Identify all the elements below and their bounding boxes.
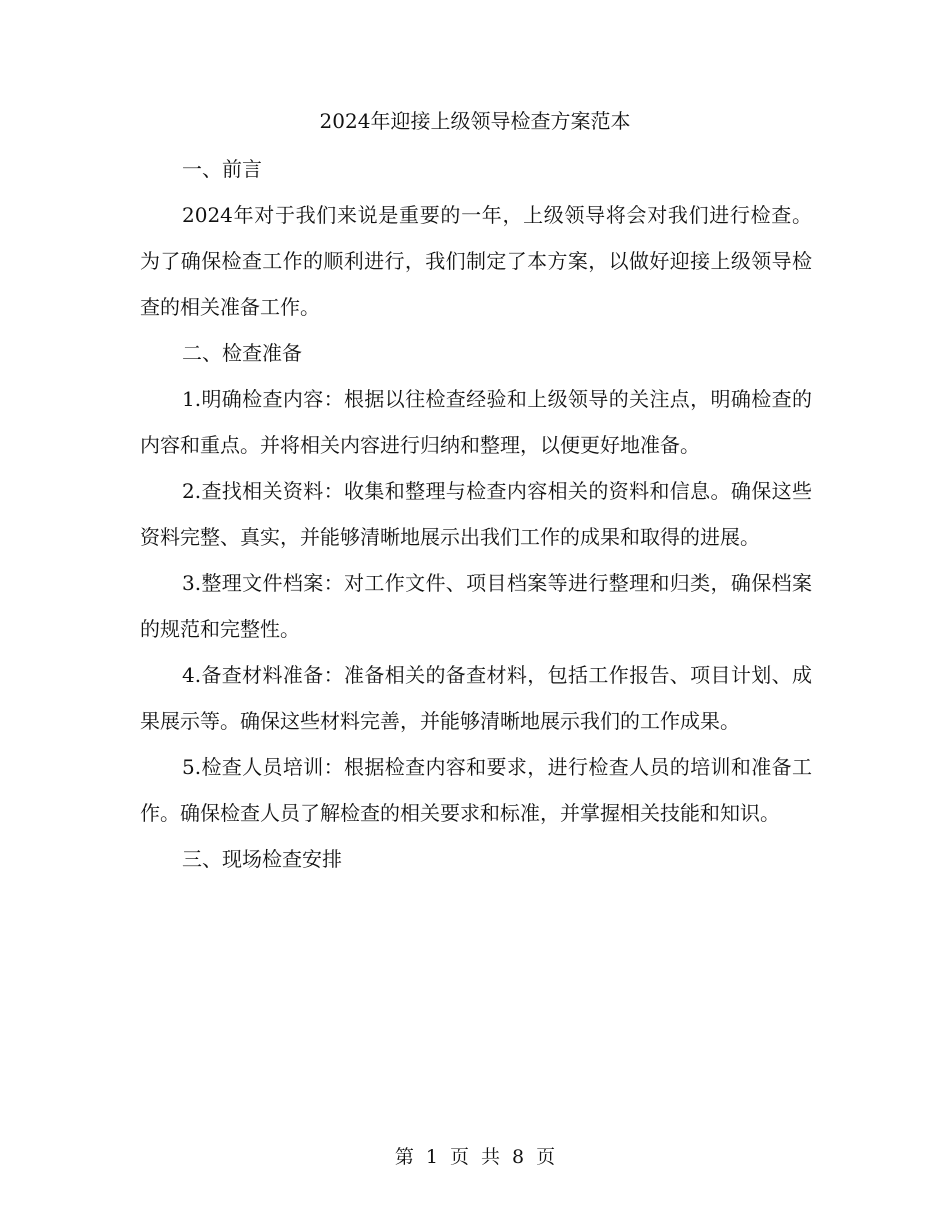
page-footer: 第 1 页 共 8 页 (394, 1146, 556, 1168)
paragraph-preface: 2024年对于我们来说是重要的一年，上级领导将会对我们进行检查。为了确保检查工作的顺利进行，我们制定了本方案，以做好迎接上级领导检查的相关准备工作。 (140, 203, 812, 319)
paragraph-item-2: 2.查找相关资料：收集和整理与检查内容相关的资料和信息。确保这些资料完整、真实，并能够清晰地展示出我们工作的成果和取得的进展。 (140, 479, 812, 549)
document-title: 2024年迎接上级领导检查方案范本 (319, 109, 631, 133)
section-heading-preparation: 二、检查准备 (182, 341, 302, 365)
paragraph-item-5: 5.检查人员培训：根据检查内容和要求，进行检查人员的培训和准备工作。确保检查人员了解检查的相关要求和标准，并掌握相关技能和知识。 (140, 755, 812, 825)
paragraph-item-4: 4.备查材料准备：准备相关的备查材料，包括工作报告、项目计划、成果展示等。确保这些材料完善，并能够清晰地展示我们的工作成果。 (140, 663, 812, 733)
section-heading-onsite: 三、现场检查安排 (182, 847, 342, 871)
paragraph-item-1: 1.明确检查内容：根据以往检查经验和上级领导的关注点，明确检查的内容和重点。并将相关内容进行归纳和整理，以便更好地准备。 (140, 387, 812, 457)
paragraph-item-3: 3.整理文件档案：对工作文件、项目档案等进行整理和归类，确保档案的规范和完整性。 (140, 571, 812, 641)
document-body (140, 146, 812, 882)
section-heading-preface: 一、前言 (182, 157, 262, 181)
